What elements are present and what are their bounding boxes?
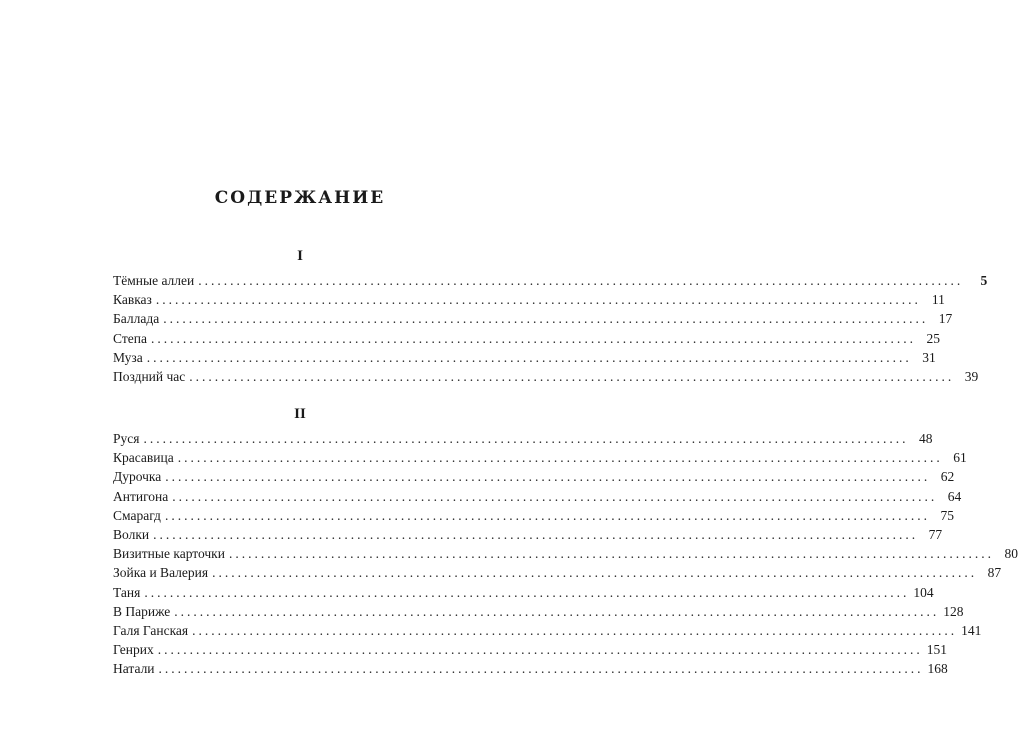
toc-list: [113, 273, 988, 388]
toc-entry-title: Кавказ: [113, 292, 152, 308]
toc-entry-title: Красавица: [113, 450, 174, 466]
dot-leader: ........................................................................................................................: [228, 546, 994, 562]
toc-entry-page-number: 151: [926, 642, 947, 658]
toc-entry: [113, 546, 1018, 565]
toc-entry: [113, 431, 933, 450]
toc-entry-page-number: 80: [1004, 546, 1018, 562]
dot-leader: ........................................................................................................................: [153, 526, 919, 542]
toc-entry-title: Натали: [113, 661, 155, 677]
page-title: СОДЕРЖАНИЕ: [214, 188, 386, 208]
toc-entry-page-number: 25: [926, 330, 940, 346]
toc-entry-page-number: 31: [922, 349, 936, 365]
toc-entry-title: Смарагд: [113, 507, 161, 523]
toc-entry-page-number: 62: [940, 469, 955, 485]
section-heading: I: [297, 248, 303, 264]
toc-entry: [113, 368, 979, 388]
toc-entry-title: Тёмные аллеи: [113, 273, 195, 288]
toc-list: [113, 431, 1018, 680]
toc-entry: [113, 273, 988, 292]
toc-section-2: [113, 403, 1018, 680]
toc-entry-page-number: 48: [918, 431, 933, 446]
toc-entry-title: Муза: [113, 349, 143, 365]
toc-entry: [113, 622, 982, 642]
toc-entry-page-number: 17: [938, 311, 953, 327]
dot-leader: ........................................................................................................................: [155, 292, 921, 308]
toc-entry: [113, 603, 964, 623]
toc-entry-title: Антигона: [113, 488, 169, 504]
toc-entry: [113, 349, 936, 369]
toc-entry-page-number: 39: [964, 368, 979, 384]
dot-leader: ........................................................................................................................: [192, 622, 958, 638]
dot-leader: ........................................................................................................................: [144, 584, 910, 600]
toc-entry-title: Руся: [113, 431, 140, 446]
toc-entry-title: Таня: [113, 584, 141, 600]
toc-entry-page-number: 168: [927, 661, 948, 677]
toc-entry-page-number: 141: [961, 622, 982, 638]
toc-entry-page-number: 87: [987, 565, 1002, 581]
toc-entry-title: Волки: [113, 526, 150, 542]
toc-entry-page-number: 61: [953, 450, 967, 466]
toc-entry: [113, 311, 953, 330]
toc-entry: [113, 661, 948, 680]
dot-leader: ........................................................................................................................: [164, 507, 930, 523]
dot-leader: ........................................................................................................................: [172, 488, 938, 504]
toc-entry-title: Степа: [113, 330, 147, 346]
toc-entry: [113, 642, 947, 661]
dot-leader: ........................................................................................................................: [177, 450, 943, 466]
dot-leader: ........................................................................................................................: [163, 311, 929, 327]
toc-entry-page-number: 11: [931, 292, 945, 308]
dot-leader: ........................................................................................................................: [143, 431, 909, 446]
dot-leader: ........................................................................................................................: [212, 565, 978, 581]
toc-entry-page-number: 5: [980, 273, 988, 288]
toc-entry: [113, 469, 955, 488]
dot-leader: ........................................................................................................................: [158, 661, 924, 677]
dot-leader: ........................................................................................................................: [189, 368, 955, 384]
dot-leader: ........................................................................................................................: [174, 603, 940, 619]
toc-entry-title: Галя Ганская: [113, 622, 189, 638]
toc-entry-title: Зойка и Валерия: [113, 565, 209, 581]
toc-entry-title: Визитные карточки: [113, 546, 225, 562]
toc-entry-page-number: 104: [913, 584, 934, 600]
toc-entry: [113, 507, 954, 527]
section-heading: II: [294, 406, 306, 422]
toc-entry-page-number: 77: [928, 526, 943, 542]
toc-entry-title: В Париже: [113, 603, 171, 619]
toc-entry: [113, 565, 1002, 584]
toc-entry-title: Генрих: [113, 642, 154, 658]
toc-entry: [113, 526, 943, 546]
toc-entry: [113, 330, 940, 350]
dot-leader: ........................................................................................................................: [150, 330, 916, 346]
toc-entry-title: Поздний час: [113, 368, 186, 384]
dot-leader: ........................................................................................................................: [146, 349, 912, 365]
toc-section-1: [113, 245, 988, 388]
dot-leader: ........................................................................................................................: [165, 469, 931, 485]
toc-entry-title: Дурочка: [113, 469, 162, 485]
toc-entry: [113, 488, 962, 508]
toc-entry: [113, 450, 967, 469]
toc-entry-page-number: 75: [940, 507, 954, 523]
dot-leader: ........................................................................................................................: [198, 273, 964, 288]
toc-entry-title: Баллада: [113, 311, 160, 327]
toc-entry-page-number: 64: [947, 488, 962, 504]
toc-entry: [113, 584, 934, 604]
toc-entry-page-number: 128: [943, 603, 964, 619]
dot-leader: ........................................................................................................................: [157, 642, 923, 658]
toc-entry: [113, 292, 945, 311]
